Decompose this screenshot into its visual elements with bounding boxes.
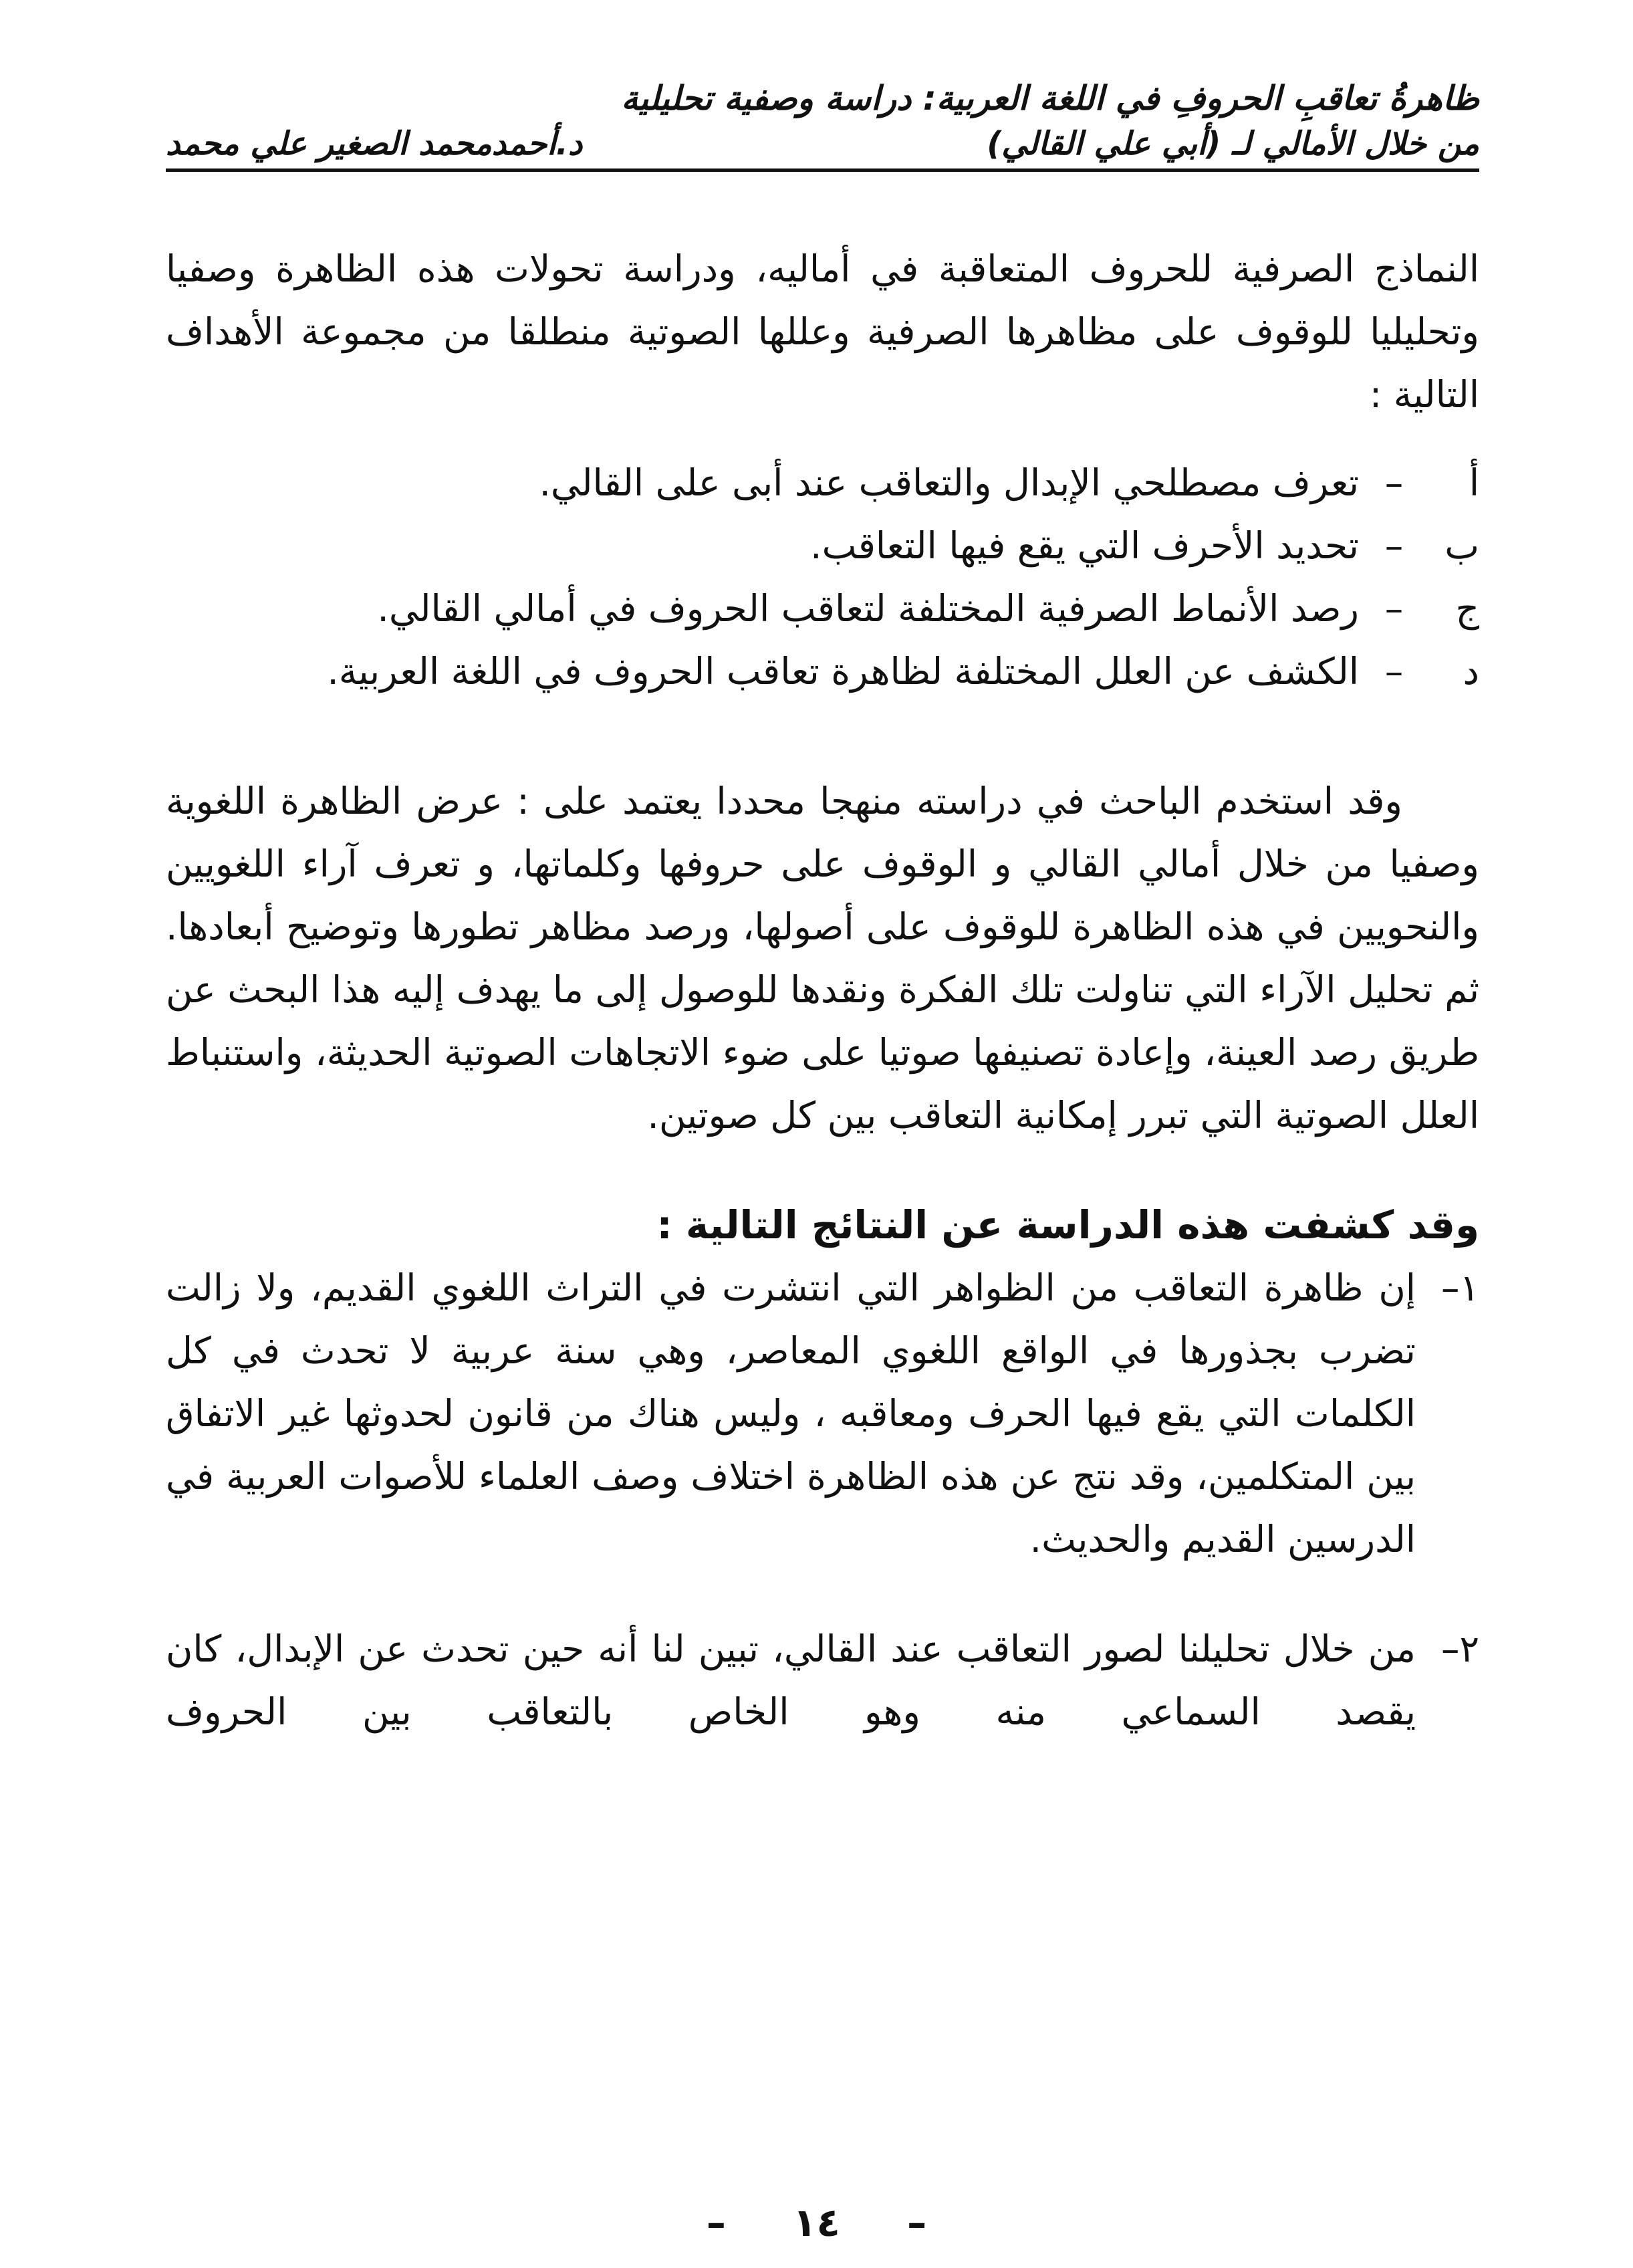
result-number: ١– <box>1440 1266 1479 1309</box>
goal-dash: – <box>1384 650 1404 693</box>
goal-text: تعرف مصطلحي الإبدال والتعاقب عند أبى على القالي. <box>539 461 1359 504</box>
goal-item <box>166 640 1479 703</box>
goal-dash: – <box>1384 524 1404 567</box>
goal-text: الكشف عن العلل المختلفة لظاهرة تعاقب الحروف في اللغة العربية. <box>327 650 1359 693</box>
section-gap <box>166 703 1479 770</box>
header-author: د.أحمدمحمد الصغير علي محمد <box>166 125 583 162</box>
section-gap <box>166 1147 1479 1194</box>
result-text: إن ظاهرة التعاقب من الظواهر التي انتشرت في التراث اللغوي القديم، ولا زالت تضرب بجذورها في الواقع اللغوي المعاصر، وهي سنة عربية لا تحدث في كل الكلمات التي يقع فيها الحرف ومعاقبه ، وليس هناك من قانون لحدوثها غير الاتفاق بين المتكلمين، وقد نتج عن هذه الظاهرة اختلاف وصف العلماء للأصوات العربية في الدرسين القديم والحديث. <box>166 1266 1416 1561</box>
goal-item <box>166 451 1479 514</box>
intro-paragraph: النماذج الصرفية للحروف المتعاقبة في أماليه، ودراسة تحولات هذه الظاهرة وصفيا وتحليليا للوقوف على مظاهرها الصرفية وعللها الصوتية منطلقا من مجموعة الأهداف التالية : <box>166 247 1479 416</box>
goal-item <box>166 577 1479 640</box>
page-body <box>166 237 1479 1743</box>
goal-text: رصد الأنماط الصرفية المختلفة لتعاقب الحروف في أمالي القالي. <box>377 587 1359 630</box>
result-number: ٢– <box>1440 1627 1479 1670</box>
goal-letter: ج <box>1455 587 1479 630</box>
section-gap <box>166 1571 1479 1617</box>
goal-dash: – <box>1384 461 1404 504</box>
header-title: ظاهرةُ تعاقبِ الحروفِ في اللغة العربية: دراسة وصفية تحليلية <box>621 79 1479 118</box>
goal-letter: أ <box>1469 461 1479 504</box>
running-header <box>166 75 1479 172</box>
goals-list <box>166 451 1479 703</box>
goal-dash: – <box>1384 587 1404 630</box>
goal-item <box>166 514 1479 577</box>
page-number: ١٤ <box>793 2200 840 2245</box>
result-item <box>166 1617 1479 1743</box>
goal-text: تحديد الأحرف التي يقع فيها التعاقب. <box>810 524 1359 567</box>
result-item <box>166 1256 1479 1571</box>
goal-letter: ب <box>1444 524 1479 567</box>
header-subtitle-row <box>166 122 1479 166</box>
footer-dash-right: – <box>907 2200 927 2245</box>
header-divider <box>166 168 1479 172</box>
goal-letter: د <box>1463 650 1479 693</box>
footer-dash-left: – <box>706 2200 726 2245</box>
page-footer <box>0 2200 1633 2245</box>
result-text: من خلال تحليلنا لصور التعاقب عند القالي، تبين لنا أنه حين تحدث عن الإبدال، كان يقصد السماعي منه وهو الخاص بالتعاقب بين الحروف <box>166 1627 1416 1733</box>
header-subtitle: من خلال الأمالي لـ (أبي علي القالي) <box>987 125 1479 162</box>
results-heading: وقد كشفت هذه الدراسة عن النتائج التالية : <box>656 1202 1479 1248</box>
method-paragraph: وقد استخدم الباحث في دراسته منهجا محددا يعتمد على : عرض الظاهرة اللغوية وصفيا من خلال أمالي القالي و الوقوف على حروفها وكلماتها، و تعرف آراء اللغويين والنحويين في هذه الظاهرة للوقوف على أصولها، ورصد مظاهر تطورها وتوضيح أبعادها. ثم تحليل الآراء التي تناولت تلك الفكرة ونقدها للوصول إلى ما يهدف إليه هذا البحث عن طريق رصد العينة، وإعادة تصنيفها صوتيا على ضوء الاتجاهات الصوتية الحديثة، واستنباط العلل الصوتية التي تبرر إمكانية التعاقب بين كل صوتين. <box>166 780 1479 1137</box>
